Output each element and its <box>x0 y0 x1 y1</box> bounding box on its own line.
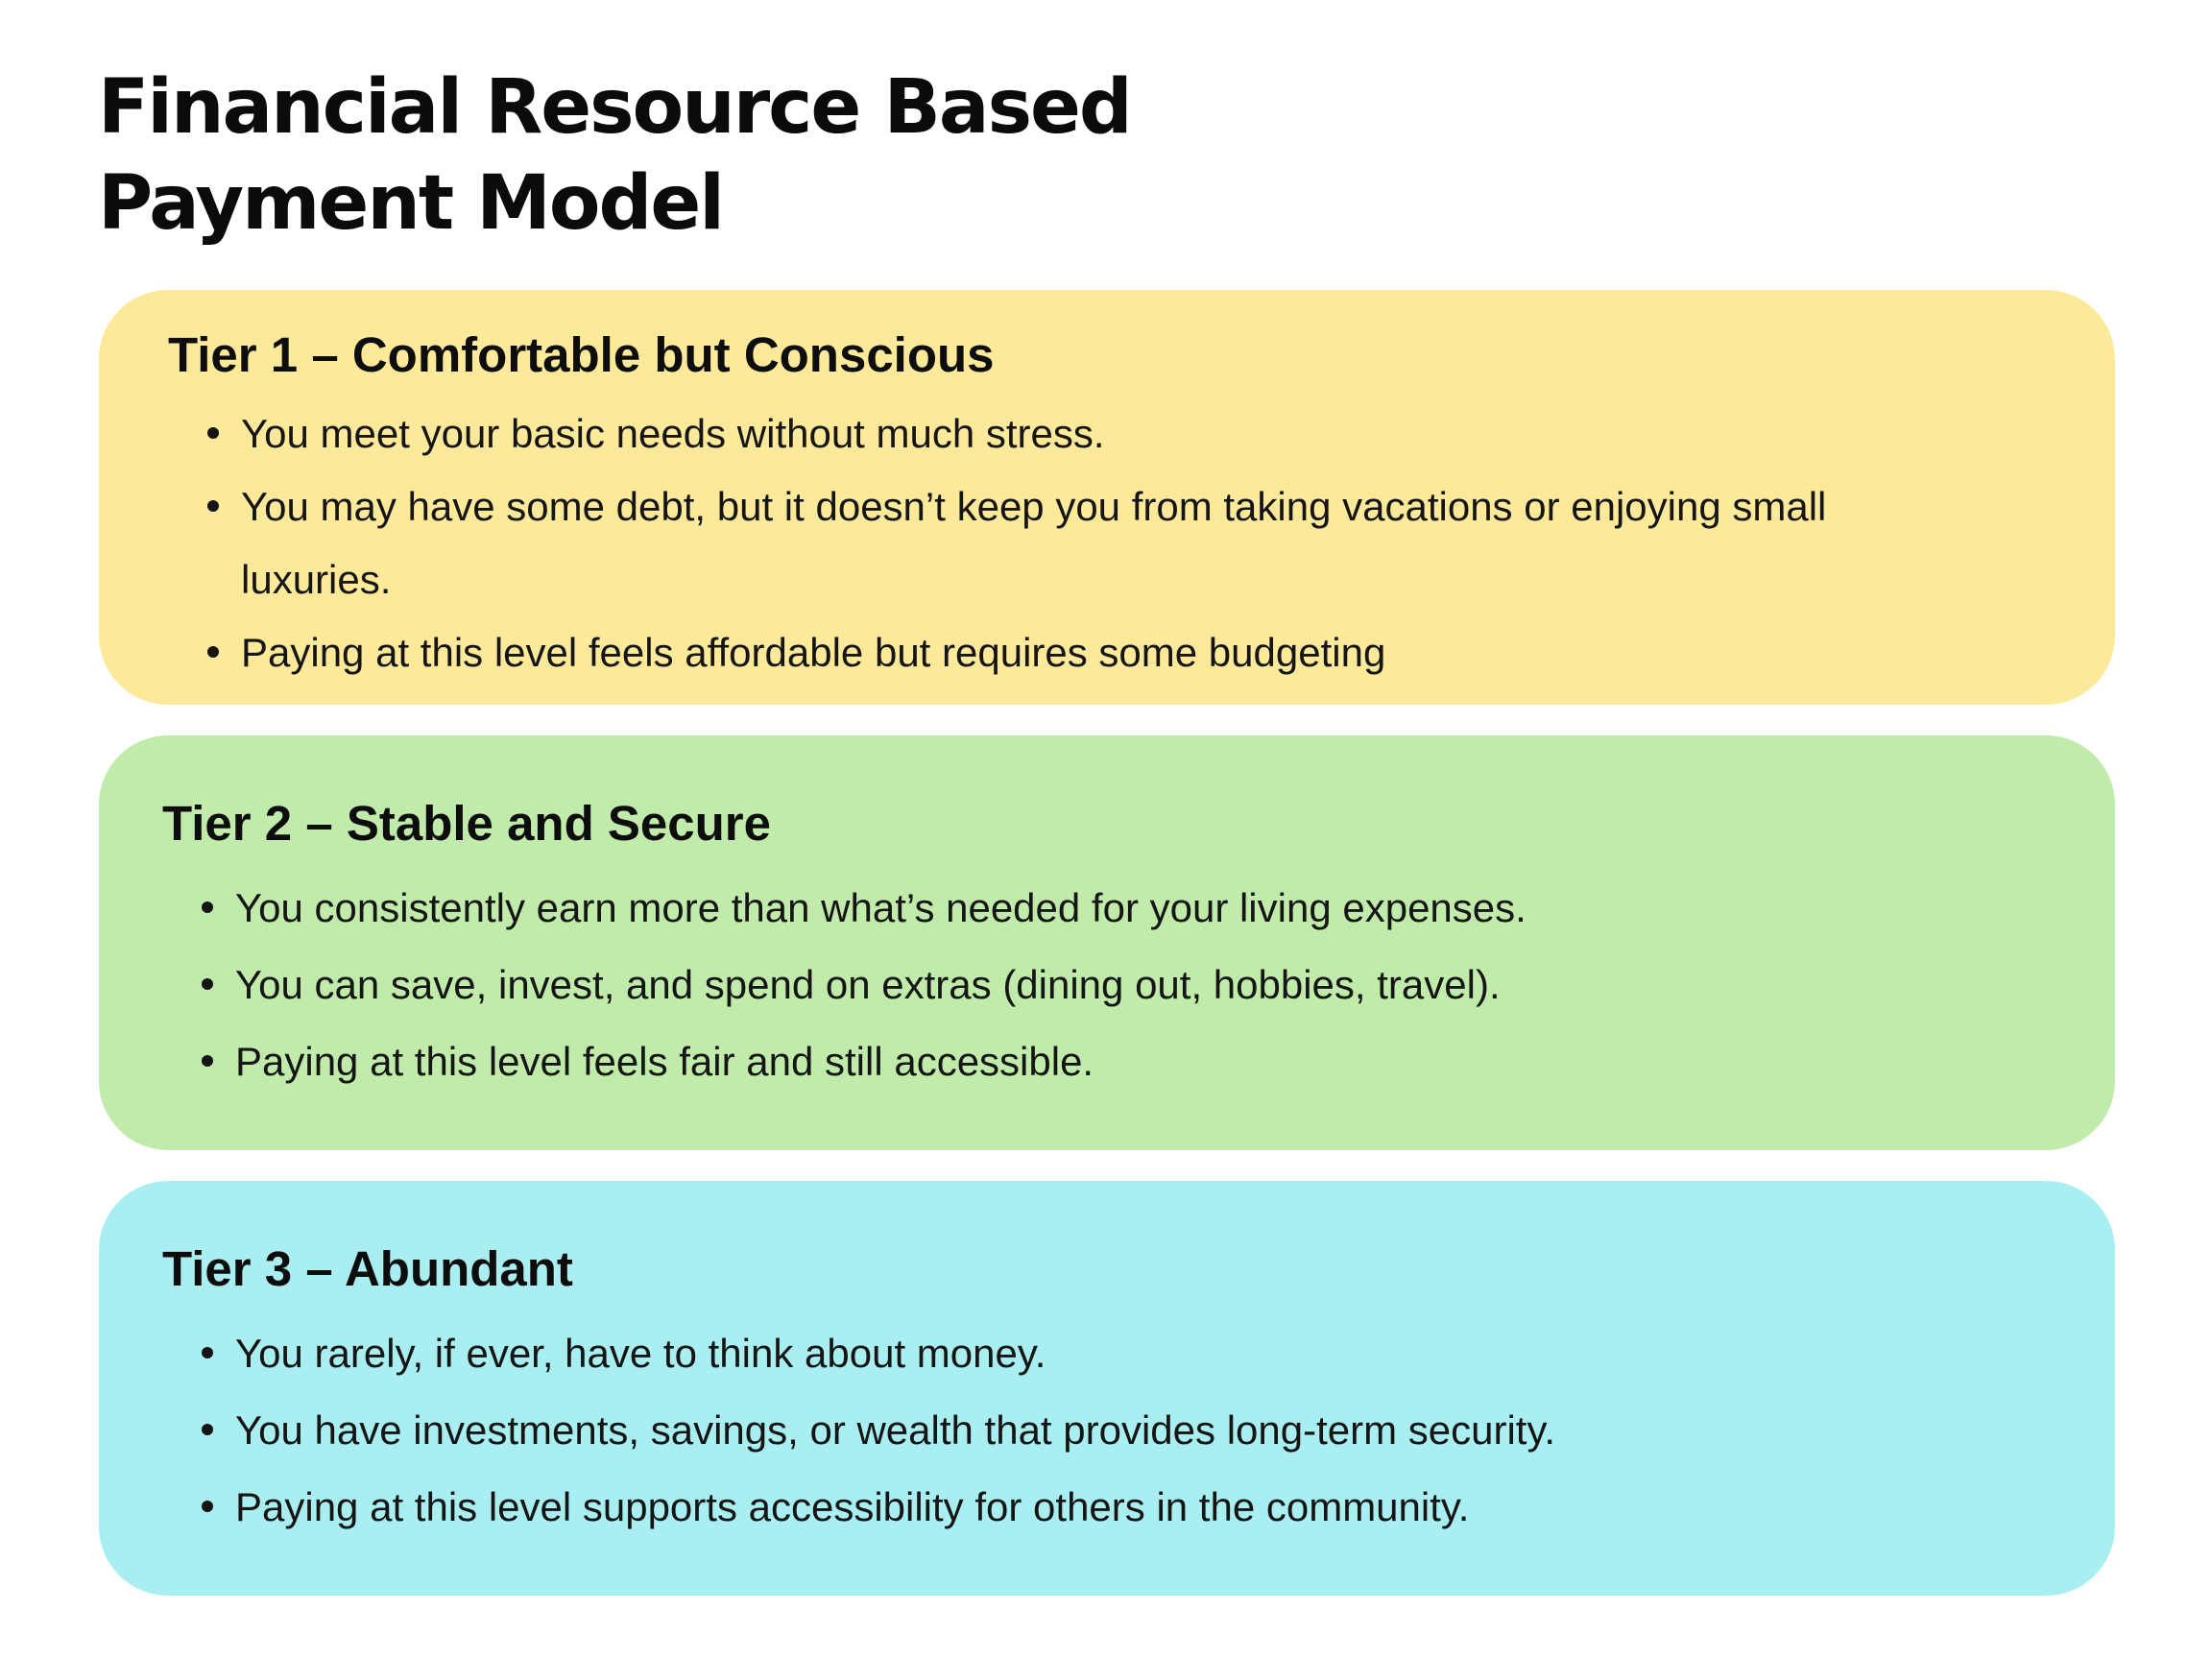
tier-3-list <box>162 1315 2044 1546</box>
page-title-line-1: Financial Resource Based <box>98 64 1131 151</box>
bullet-icon <box>202 902 213 913</box>
list-item <box>162 1023 2044 1100</box>
tier-3-card <box>99 1181 2115 1596</box>
page-title <box>98 60 1131 252</box>
tier-3-heading: Tier 3 – Abundant <box>162 1241 573 1296</box>
tier-2-heading: Tier 2 – Stable and Secure <box>162 796 772 851</box>
list-item-text: You can save, invest, and spend on extras (dining out, hobbies, travel). <box>235 962 1501 1007</box>
list-item <box>168 397 2050 470</box>
tier-2-card <box>99 735 2115 1150</box>
list-item <box>162 947 2044 1023</box>
tier-1-heading: Tier 1 – Comfortable but Conscious <box>168 327 995 382</box>
bullet-icon <box>202 978 213 990</box>
bullet-icon <box>202 1347 213 1358</box>
bullet-icon <box>207 646 219 658</box>
bullet-icon <box>202 1424 213 1435</box>
bullet-icon <box>202 1055 213 1067</box>
tier-2-list <box>162 870 2044 1100</box>
list-item <box>162 1469 2044 1546</box>
list-item-text-continued: luxuries. <box>241 557 392 602</box>
list-item <box>162 1315 2044 1392</box>
list-item-text: You have investments, savings, or wealth that provides long-term security. <box>235 1407 1556 1453</box>
bullet-icon <box>202 1501 213 1512</box>
list-item-text: You rarely, if ever, have to think about money. <box>235 1331 1046 1376</box>
list-item-text: You consistently earn more than what’s needed for your living expenses. <box>235 885 1527 930</box>
list-item <box>168 616 2050 689</box>
list-item-text: Paying at this level feels affordable but requires some budgeting <box>241 630 1386 675</box>
list-item <box>162 870 2044 947</box>
list-item-text: You may have some debt, but it doesn’t keep you from taking vacations or enjoying small <box>241 484 1827 529</box>
bullet-icon <box>207 500 219 512</box>
list-item-text: You meet your basic needs without much stress. <box>241 411 1105 456</box>
list-item <box>168 470 2050 616</box>
tier-1-list <box>168 397 2050 689</box>
list-item-text: Paying at this level feels fair and still accessible. <box>235 1039 1094 1084</box>
list-item-text: Paying at this level supports accessibility for others in the community. <box>235 1484 1470 1529</box>
bullet-icon <box>207 427 219 439</box>
page-title-line-2: Payment Model <box>98 160 723 247</box>
tier-1-card <box>99 290 2115 705</box>
list-item <box>162 1392 2044 1469</box>
